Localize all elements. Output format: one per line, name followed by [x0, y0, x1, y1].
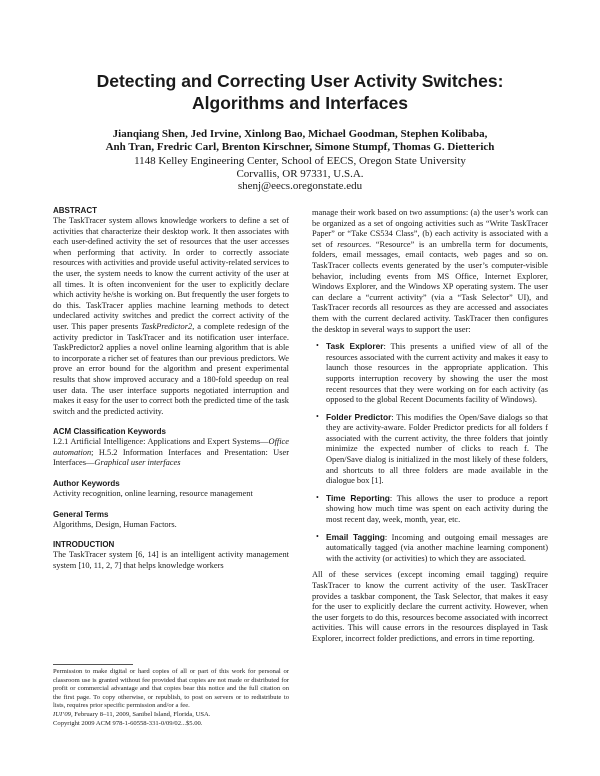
paper-title — [40, 70, 560, 114]
resources-emphasis: resources. — [337, 239, 372, 249]
authors-line-2: Anh Tran, Fredric Carl, Brenton Kirschner, Simone Stumpf, Thomas G. Dietterich — [105, 141, 495, 153]
left-column — [53, 206, 289, 571]
affiliation-line-1: 1148 Kelley Engineering Center, School of EECS, Oregon State University — [134, 155, 466, 167]
list-item — [316, 341, 548, 406]
acm-part-1: I.2.1 Artificial Intelligence: Applications and Expert Systems— — [53, 437, 269, 447]
affiliation — [40, 155, 560, 193]
feature-text: : This presents a unified view of all of the resources associated with the current activity and makes it easy to launch those resources in the appropriate application. This supports interruption recovery by showing the user the most recent resources that they were working on for each activity (as opposed to the global Recent Documents facility of Windows). — [326, 342, 548, 405]
list-item — [316, 411, 548, 487]
feature-text: : Incoming and outgoing email messages are automatically tagged (via another machine learning component) with the activity (or activities) to which they are associated. — [326, 532, 548, 563]
author-keywords-heading: Author Keywords — [53, 479, 120, 489]
right-column — [312, 208, 548, 645]
bullet-icon: • — [316, 411, 319, 421]
bullet-icon: • — [316, 341, 319, 351]
footnote-rule — [53, 664, 133, 665]
abstract-heading: ABSTRACT — [53, 206, 97, 215]
feature-term: Email Tagging — [326, 531, 385, 542]
introduction-text: The TaskTracer system [6, 14] is an intelligent activity management system [10, 11, 2, 7] that helps knowledge workers — [53, 550, 289, 570]
bullet-icon: • — [316, 492, 319, 502]
affiliation-line-2: Corvallis, OR 97331, U.S.A. — [236, 167, 364, 180]
permission-text: Permission to make digital or hard copies of all or part of this work for personal or classroom use is granted without fee provided that copies are not made or distributed for profit or commercial advantage and that copies bear this notice and the full citation on the first page. To copy otherwise, or republish, to post on servers or to redistribute to lists, requires prior specific permission and/or a fee. — [53, 668, 289, 710]
feature-text: : This allows the user to produce a report showing how much time was spent on each activity during the most recent day, week, month, year, etc. — [326, 493, 548, 525]
feature-term: Folder Predictor — [326, 411, 392, 422]
list-item — [316, 531, 548, 565]
abstract-emphasis: TaskPredictor2 — [141, 321, 193, 331]
acm-emphasis-1: Office automation — [53, 437, 289, 457]
right-p1-part-b: “Resource” is an umbrella term for documents, folders, email messages, email contacts, web pages and so on. TaskTracer collects events generated by the user’s computer-visible behavior, including events from MS Office, Internet Explorer, Windows Explorer, and the Windows XP operating system. The user can declare a “current activity” (via a “Task Selector” UI), and TaskTracer records all resources as they are accessed and associates them with the current declared activity. TaskTracer then configures the desktop in several ways to support the user: — [312, 239, 548, 334]
bullet-icon: • — [316, 531, 319, 541]
venue-name: IUI’09, — [53, 710, 73, 718]
permission-footnote — [53, 668, 289, 728]
author-keywords: Activity recognition, online learning, resource management — [53, 489, 253, 499]
author-email: shenj@eecs.oregonstate.edu — [237, 180, 363, 192]
authors-line-1: Jianqiang Shen, Jed Irvine, Xinlong Bao, Michael Goodman, Stephen Kolibaba, — [112, 128, 488, 140]
feature-text: : This modifies the Open/Save dialogs so that they are activity-aware. Folder Predictor predicts for all folders f associated with the current activity, the three folders that jointly minimize the expected number of clicks to reach f. The Open/Save dialog is initialized in the most likely of these folders, and shortcuts to all three folders are made available in the dialogue box [1]. — [326, 412, 548, 486]
venue-details: February 8–11, 2009, Sanibel Island, Florida, USA. — [72, 710, 211, 718]
acm-text — [53, 437, 289, 469]
list-item — [316, 492, 548, 526]
copyright-line: Copyright 2009 ACM 978-1-60558-331-0/09/02...$5.00. — [53, 719, 203, 727]
acm-part-2: ; H.5.2 Information Interfaces and Presentation: User Interfaces— — [53, 447, 289, 468]
general-terms: Algorithms, Design, Human Factors. — [53, 519, 177, 529]
abstract-part-2: , a complete redesign of the activity predictor in TaskTracer and its notification user interface. TaskPredictor2 applies a novel online learning algorithm that is able to incorporate a richer set of features than our previous predictors. We prove an error bound for the algorithm and present experimental results that show improved accuracy and a 180-fold speedup on real user data. The user interface supports negotiated interruption and makes it easy for the user to correct both the predicted time of the task switch and the predicted activity. — [53, 321, 289, 416]
venue-line — [53, 711, 289, 720]
title-line-2: Algorithms and Interfaces — [192, 93, 408, 113]
title-line-1: Detecting and Correcting User Activity Switches: — [96, 71, 504, 91]
author-list — [40, 128, 560, 154]
right-paragraph-1 — [312, 208, 548, 335]
abstract-text — [53, 216, 289, 417]
acm-heading: ACM Classification Keywords — [53, 427, 166, 437]
general-terms-heading: General Terms — [53, 509, 109, 519]
introduction-heading: INTRODUCTION — [53, 540, 115, 550]
feature-term: Time Reporting — [326, 492, 390, 503]
feature-list — [312, 341, 548, 564]
acm-emphasis-2: Graphical user interfaces — [94, 458, 181, 468]
abstract-part-1: The TaskTracer system allows knowledge workers to define a set of activities that characterize their desktop work. It then associates with each user-defined activity the set of resources that the user accesses when performing that activity. In order to correctly associate resources with activities and provide useful activity-related services to the user, the system needs to know the current activity of the user at all times. It is often inconvenient for the user to explicitly declare which activity he/she is working on. But frequently the user forgets to do this. TaskTracer applies machine learning methods to detect undeclared activity switches and predict the correct activity of the user. This paper presents — [53, 216, 289, 331]
right-p1-part-a: manage their work based on two assumptions: (a) the user’s work can be organized as a set of ongoing activities such as “Write TaskTracer Paper” or “Take CS534 Class”, (b) each activity is associated with a set of — [312, 208, 548, 249]
right-paragraph-2: All of these services (except incoming email tagging) require TaskTracer to know the current activity of the user. TaskTracer provides a taskbar component, the Task Selector, that makes it easy for the user to explicitly declare the current activity. However, when the user forgets to do this, resources become associated with incorrect activities. This will cause errors in the resources displayed in Task Explorer, incorrect folder predictions, and errors in time reporting. — [312, 570, 548, 643]
feature-term: Task Explorer — [326, 341, 384, 352]
